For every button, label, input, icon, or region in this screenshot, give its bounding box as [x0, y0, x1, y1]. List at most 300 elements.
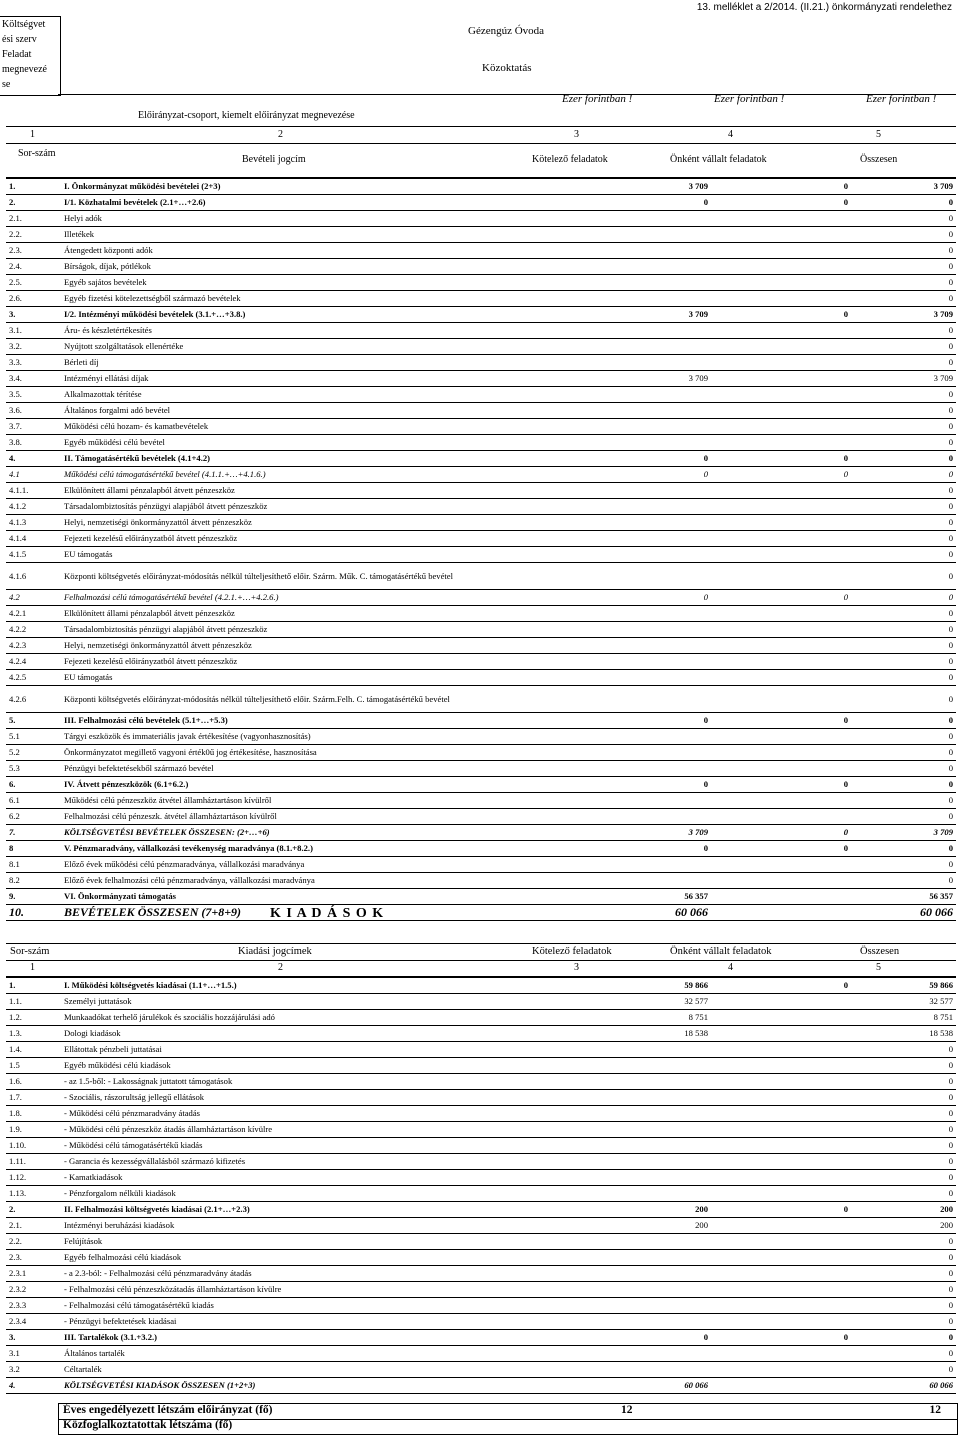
header-rule: [58, 94, 956, 95]
expense-colheaders: [6, 943, 956, 961]
mandatory-value: [621, 291, 711, 307]
income-row: [6, 339, 956, 355]
org-label-line: Költségvet: [2, 19, 46, 30]
row-number: 1.3.: [6, 1026, 61, 1042]
row-number: 1.2.: [6, 1010, 61, 1026]
expense-row: [6, 1266, 956, 1282]
org-label-line: ési szerv: [2, 34, 37, 45]
row-number: 3.: [6, 307, 61, 323]
row-title: Egyéb felhalmozási célú kiadások: [61, 1250, 621, 1266]
row-title: Elkülönített állami pénzalapból átvett pénzeszköz: [61, 606, 621, 622]
mandatory-value: [621, 873, 711, 889]
total-value: 0: [851, 499, 956, 515]
expense-row: [6, 1330, 956, 1346]
voluntary-value: 0: [711, 451, 851, 467]
voluntary-value: [711, 1282, 851, 1298]
mandatory-value: [621, 403, 711, 419]
row-title: Átengedett központi adók: [61, 243, 621, 259]
mandatory-value: [621, 387, 711, 403]
expense-row: [6, 1282, 956, 1298]
row-title: Illetékek: [61, 227, 621, 243]
expense-row: [6, 1154, 956, 1170]
total-value: 0: [851, 451, 956, 467]
unit-note-3: Ezer forintban !: [866, 93, 937, 105]
income-row: [6, 590, 956, 606]
row-title: - Működési célú pénzeszköz átadás államháztartáson kívülre: [61, 1122, 621, 1138]
total-value: 0: [851, 403, 956, 419]
row-number: 4.2.1: [6, 606, 61, 622]
colnum: 1: [30, 962, 35, 973]
voluntary-value: [711, 1378, 851, 1394]
voluntary-value: [711, 1186, 851, 1202]
row-number: 4.2.4: [6, 654, 61, 670]
mandatory-value: [621, 243, 711, 259]
expense-row: [6, 1314, 956, 1330]
total-value: 0: [851, 590, 956, 606]
income-row: [6, 745, 956, 761]
row-number: 2.3.2: [6, 1282, 61, 1298]
row-title: EU támogatás: [61, 670, 621, 686]
mandatory-value: 0: [621, 467, 711, 483]
row-number: 1.8.: [6, 1106, 61, 1122]
expense-row: [6, 1346, 956, 1362]
mandatory-value: [621, 339, 711, 355]
income-row: [6, 179, 956, 195]
mandatory-value: 8 751: [621, 1010, 711, 1026]
row-title: Nyújtott szolgáltatások ellenértéke: [61, 339, 621, 355]
income-row: [6, 451, 956, 467]
total-value: 0: [851, 1314, 956, 1330]
row-title: Személyi juttatások: [61, 994, 621, 1010]
row-title: I/1. Közhatalmi bevételek (2.1+…+2.6): [61, 195, 621, 211]
mandatory-value: [621, 761, 711, 777]
income-row: [6, 638, 956, 654]
mandatory-value: 56 357: [621, 889, 711, 905]
income-row: [6, 275, 956, 291]
voluntary-value: [711, 1266, 851, 1282]
row-number: 1.4.: [6, 1042, 61, 1058]
row-title: Alkalmazottak térítése: [61, 387, 621, 403]
mandatory-value: 3 709: [621, 179, 711, 195]
total-value: 0: [851, 1154, 956, 1170]
row-title: Ellátottak pénzbeli juttatásai: [61, 1042, 621, 1058]
row-number: 4.1.1.: [6, 483, 61, 499]
mandatory-value: [621, 622, 711, 638]
income-row: [6, 403, 956, 419]
row-title: - Pénzforgalom nélküli kiadások: [61, 1186, 621, 1202]
row-number: 5.2: [6, 745, 61, 761]
col-header-mandatory: Kötelező feladatok: [532, 154, 608, 165]
total-value: 3 709: [851, 371, 956, 387]
mandatory-value: [621, 355, 711, 371]
group-title: Előirányzat-csoport, kiemelt előirányzat megnevezése: [138, 110, 355, 121]
total-value: 0: [851, 515, 956, 531]
row-title: - Felhalmozási célú pénzeszközátadás államháztartáson kívülre: [61, 1282, 621, 1298]
voluntary-value: [711, 483, 851, 499]
row-number: 4.1.4: [6, 531, 61, 547]
expense-row: [6, 1170, 956, 1186]
income-row: [6, 259, 956, 275]
total-value: 0: [851, 857, 956, 873]
total-value: 0: [851, 355, 956, 371]
mandatory-value: [621, 547, 711, 563]
mandatory-value: [621, 211, 711, 227]
expense-row: [6, 1058, 956, 1074]
row-title: Intézményi beruházási kiadások: [61, 1218, 621, 1234]
row-number: 3.3.: [6, 355, 61, 371]
voluntary-value: [711, 339, 851, 355]
colnum: 2: [278, 129, 283, 140]
voluntary-value: 0: [711, 590, 851, 606]
income-row: [6, 793, 956, 809]
row-title: Egyéb működési célú kiadások: [61, 1058, 621, 1074]
total-value: 0: [851, 467, 956, 483]
income-row: [6, 515, 956, 531]
row-number: 2.1.: [6, 211, 61, 227]
total-value: 0: [851, 1266, 956, 1282]
voluntary-value: [711, 670, 851, 686]
income-colheaders: [6, 143, 956, 178]
mandatory-value: [621, 686, 711, 713]
row-number: 2.3.3: [6, 1298, 61, 1314]
total-value: 0: [851, 873, 956, 889]
voluntary-value: [711, 1250, 851, 1266]
row-title: Központi költségvetés előirányzat-módosítás nélkül túlteljesíthető előir. Szárm.Felh. C. támogatásértékű bevétel: [61, 686, 621, 713]
row-title: Helyi, nemzetiségi önkormányzattól átvett pénzeszköz: [61, 515, 621, 531]
mandatory-value: [621, 227, 711, 243]
org-label-line: se: [2, 79, 11, 90]
row-number: 2.3.: [6, 1250, 61, 1266]
total-value: 0: [851, 1186, 956, 1202]
row-title: Működési célú hozam- és kamatbevételek: [61, 419, 621, 435]
mandatory-value: [621, 1362, 711, 1378]
row-title: Működési célú támogatásértékű bevétel (4.1.1.+…+4.1.6.): [61, 467, 621, 483]
voluntary-value: [711, 403, 851, 419]
mandatory-value: 0: [621, 195, 711, 211]
voluntary-value: [711, 323, 851, 339]
row-number: 3.6.: [6, 403, 61, 419]
voluntary-value: [711, 1170, 851, 1186]
voluntary-value: [711, 1362, 851, 1378]
row-number: 3.4.: [6, 371, 61, 387]
row-number: 4.2.2: [6, 622, 61, 638]
row-number: 5.: [6, 713, 61, 729]
row-number: 4.1.5: [6, 547, 61, 563]
row-title: - Működési célú pénzmaradvány átadás: [61, 1106, 621, 1122]
mandatory-value: [621, 259, 711, 275]
mandatory-value: [621, 729, 711, 745]
income-row: [6, 905, 956, 921]
row-number: 8.1: [6, 857, 61, 873]
voluntary-value: [711, 371, 851, 387]
expense-row: [6, 1362, 956, 1378]
expense-colnums: [6, 960, 956, 977]
income-row: [6, 323, 956, 339]
voluntary-value: [711, 547, 851, 563]
voluntary-value: [711, 889, 851, 905]
unit-note-1: Ezer forintban !: [562, 93, 633, 105]
row-number: 4.1: [6, 467, 61, 483]
staff-label: Közfoglalkoztatottak létszáma (fő): [63, 1419, 233, 1431]
total-value: 0: [851, 1170, 956, 1186]
col-header-total: Összesen: [860, 154, 898, 165]
expense-row: [6, 1122, 956, 1138]
mandatory-value: 0: [621, 713, 711, 729]
expense-row: [6, 1378, 956, 1394]
mandatory-value: [621, 654, 711, 670]
total-value: 0: [851, 622, 956, 638]
colnum: 4: [728, 962, 733, 973]
total-value: 0: [851, 195, 956, 211]
col-header-sor: Sor-szám: [10, 946, 50, 957]
mandatory-value: 200: [621, 1202, 711, 1218]
row-title: Társadalombiztosítás pénzügyi alapjából átvett pénzeszköz: [61, 622, 621, 638]
expense-row: [6, 1026, 956, 1042]
row-title: II. Felhalmozási költségvetés kiadásai (2.1+…+2.3): [61, 1202, 621, 1218]
row-title: BEVÉTELEK ÖSSZESEN (7+8+9): [61, 905, 621, 921]
mandatory-value: 0: [621, 590, 711, 606]
mandatory-value: 200: [621, 1218, 711, 1234]
voluntary-value: [711, 793, 851, 809]
total-value: 18 538: [851, 1026, 956, 1042]
total-value: 0: [851, 291, 956, 307]
row-number: 1.11.: [6, 1154, 61, 1170]
income-row: [6, 825, 956, 841]
colnum: 1: [30, 129, 35, 140]
row-title: - Garancia és kezességvállalásból származó kifizetés: [61, 1154, 621, 1170]
staff-row: [59, 1404, 957, 1420]
voluntary-value: [711, 873, 851, 889]
total-value: 0: [851, 1090, 956, 1106]
voluntary-value: [711, 857, 851, 873]
row-number: 2.2.: [6, 227, 61, 243]
mandatory-value: [621, 1138, 711, 1154]
voluntary-value: [711, 686, 851, 713]
row-title: Munkaadókat terhelő járulékok és szociális hozzájárulási adó: [61, 1010, 621, 1026]
row-title: I. Működési költségvetés kiadásai (1.1+…+1.5.): [61, 978, 621, 994]
voluntary-value: 0: [711, 978, 851, 994]
voluntary-value: [711, 291, 851, 307]
mandatory-value: [621, 531, 711, 547]
total-value: 0: [851, 1282, 956, 1298]
voluntary-value: [711, 243, 851, 259]
voluntary-value: [711, 638, 851, 654]
total-value: 0: [851, 419, 956, 435]
row-number: 6.: [6, 777, 61, 793]
row-title: - Felhalmozási célú támogatásértékű kiadás: [61, 1298, 621, 1314]
voluntary-value: 0: [711, 179, 851, 195]
row-number: 3.1: [6, 1346, 61, 1362]
row-number: 2.4.: [6, 259, 61, 275]
total-value: 0: [851, 275, 956, 291]
mandatory-value: [621, 793, 711, 809]
total-value: 0: [851, 563, 956, 590]
row-title: Előző évek felhalmozási célú pénzmaradványa, vállalkozási maradványa: [61, 873, 621, 889]
row-number: 9.: [6, 889, 61, 905]
row-title: Felhalmozási célú támogatásértékű bevétel (4.2.1.+…+4.2.6.): [61, 590, 621, 606]
expense-row: [6, 1186, 956, 1202]
mandatory-value: [621, 1346, 711, 1362]
mandatory-value: 0: [621, 1330, 711, 1346]
col-header-title: Bevételi jogcím: [242, 154, 306, 165]
mandatory-value: [621, 1106, 711, 1122]
row-title: I/2. Intézményi működési bevételek (3.1.+…+3.8.): [61, 307, 621, 323]
income-row: [6, 419, 956, 435]
mandatory-value: [621, 499, 711, 515]
colnum: 2: [278, 962, 283, 973]
mandatory-value: 3 709: [621, 825, 711, 841]
row-title: Előző évek működési célú pénzmaradványa, vállalkozási maradványa: [61, 857, 621, 873]
income-colnums: [6, 126, 956, 144]
mandatory-value: [621, 1266, 711, 1282]
expense-row: [6, 1106, 956, 1122]
mandatory-value: [621, 1250, 711, 1266]
income-row: [6, 563, 956, 590]
row-title: Bérleti díj: [61, 355, 621, 371]
row-number: 6.2: [6, 809, 61, 825]
mandatory-value: [621, 419, 711, 435]
total-value: 0: [851, 686, 956, 713]
row-number: 8: [6, 841, 61, 857]
col-header-voluntary: Önként vállalt feladatok: [670, 154, 767, 165]
income-row: [6, 761, 956, 777]
voluntary-value: [711, 606, 851, 622]
mandatory-value: [621, 1282, 711, 1298]
mandatory-value: [621, 323, 711, 339]
total-value: 0: [851, 638, 956, 654]
total-value: 0: [851, 777, 956, 793]
staff-label: Éves engedélyezett létszám előirányzat (fő): [63, 1404, 273, 1416]
mandatory-value: 0: [621, 451, 711, 467]
row-number: 2.1.: [6, 1218, 61, 1234]
voluntary-value: 0: [711, 467, 851, 483]
total-value: 0: [851, 1138, 956, 1154]
voluntary-value: [711, 563, 851, 590]
row-number: 1.6.: [6, 1074, 61, 1090]
total-value: 0: [851, 547, 956, 563]
mandatory-value: [621, 515, 711, 531]
expense-row: [6, 1074, 956, 1090]
voluntary-value: [711, 1122, 851, 1138]
row-number: 1.: [6, 978, 61, 994]
total-value: 0: [851, 793, 956, 809]
row-title: - Szociális, rászorultság jellegű ellátások: [61, 1090, 621, 1106]
row-number: 8.2: [6, 873, 61, 889]
mandatory-value: [621, 1234, 711, 1250]
mandatory-value: [621, 606, 711, 622]
total-value: 0: [851, 211, 956, 227]
total-value: 0: [851, 729, 956, 745]
voluntary-value: [711, 1346, 851, 1362]
org-label-line: Feladat: [2, 49, 32, 60]
total-value: 8 751: [851, 1010, 956, 1026]
row-title: Egyéb működési célú bevétel: [61, 435, 621, 451]
voluntary-value: 0: [711, 1330, 851, 1346]
income-row: [6, 387, 956, 403]
total-value: 56 357: [851, 889, 956, 905]
voluntary-value: [711, 1026, 851, 1042]
row-title: Fejezeti kezelésű előirányzatból átvett pénzeszköz: [61, 531, 621, 547]
total-value: 0: [851, 745, 956, 761]
staff-row: [59, 1419, 957, 1434]
mandatory-value: [621, 1090, 711, 1106]
mandatory-value: [621, 809, 711, 825]
voluntary-value: [711, 1090, 851, 1106]
colnum: 5: [876, 129, 881, 140]
row-title: Központi költségvetés előirányzat-módosítás nélkül túlteljesíthető előir. Szárm. Műk. C. támogatásértékű bevétel: [61, 563, 621, 590]
row-title: Felhalmozási célú pénzeszk. átvétel államháztartáson kívülről: [61, 809, 621, 825]
row-title: Önkormányzatot megillető vagyoni érték0ű jog értékesítése, hasznosítása: [61, 745, 621, 761]
row-number: 3.5.: [6, 387, 61, 403]
mandatory-value: 3 709: [621, 307, 711, 323]
row-title: III. Tartalékok (3.1.+3.2.): [61, 1330, 621, 1346]
colnum: 3: [574, 129, 579, 140]
row-number: 4.1.2: [6, 499, 61, 515]
row-number: 6.1: [6, 793, 61, 809]
voluntary-value: [711, 211, 851, 227]
mandatory-value: 0: [621, 841, 711, 857]
mandatory-value: [621, 483, 711, 499]
row-number: 2.3.1: [6, 1266, 61, 1282]
voluntary-value: 0: [711, 195, 851, 211]
row-title: Egyéb fizetési kötelezettségből származó bevételek: [61, 291, 621, 307]
total-value: 0: [851, 435, 956, 451]
mandatory-value: [621, 1058, 711, 1074]
voluntary-value: [711, 499, 851, 515]
total-value: 200: [851, 1202, 956, 1218]
mandatory-value: [621, 275, 711, 291]
total-value: 0: [851, 654, 956, 670]
col-header-mandatory: Kötelező feladatok: [532, 946, 612, 957]
row-title: Pénzügyi befektetésekből származó bevétel: [61, 761, 621, 777]
mandatory-value: [621, 638, 711, 654]
row-title: VI. Önkormányzati támogatás: [61, 889, 621, 905]
col-header-total: Összesen: [860, 946, 900, 957]
voluntary-value: [711, 1042, 851, 1058]
total-value: 0: [851, 841, 956, 857]
row-number: 3.7.: [6, 419, 61, 435]
row-number: 4.1.3: [6, 515, 61, 531]
mandatory-value: [621, 1298, 711, 1314]
voluntary-value: [711, 1138, 851, 1154]
row-number: 4.: [6, 1378, 61, 1394]
income-row: [6, 547, 956, 563]
row-number: 3.8.: [6, 435, 61, 451]
mandatory-value: [621, 1042, 711, 1058]
total-value: 0: [851, 243, 956, 259]
row-number: 4.2: [6, 590, 61, 606]
income-row: [6, 857, 956, 873]
expense-title: K I A D Á S O K: [270, 906, 385, 921]
col-header-voluntary: Önként vállalt feladatok: [670, 946, 772, 957]
voluntary-value: 0: [711, 1202, 851, 1218]
expense-row: [6, 1202, 956, 1218]
colnum: 5: [876, 962, 881, 973]
row-number: 2.: [6, 1202, 61, 1218]
expense-row: [6, 1234, 956, 1250]
voluntary-value: [711, 1154, 851, 1170]
expense-row: [6, 1138, 956, 1154]
income-row: [6, 483, 956, 499]
row-number: 3.2: [6, 1362, 61, 1378]
mandatory-value: 3 709: [621, 371, 711, 387]
voluntary-value: [711, 622, 851, 638]
total-value: 0: [851, 670, 956, 686]
col-header-sor: Sor-szám: [18, 148, 56, 159]
voluntary-value: 0: [711, 307, 851, 323]
voluntary-value: [711, 259, 851, 275]
total-value: 0: [851, 1362, 956, 1378]
